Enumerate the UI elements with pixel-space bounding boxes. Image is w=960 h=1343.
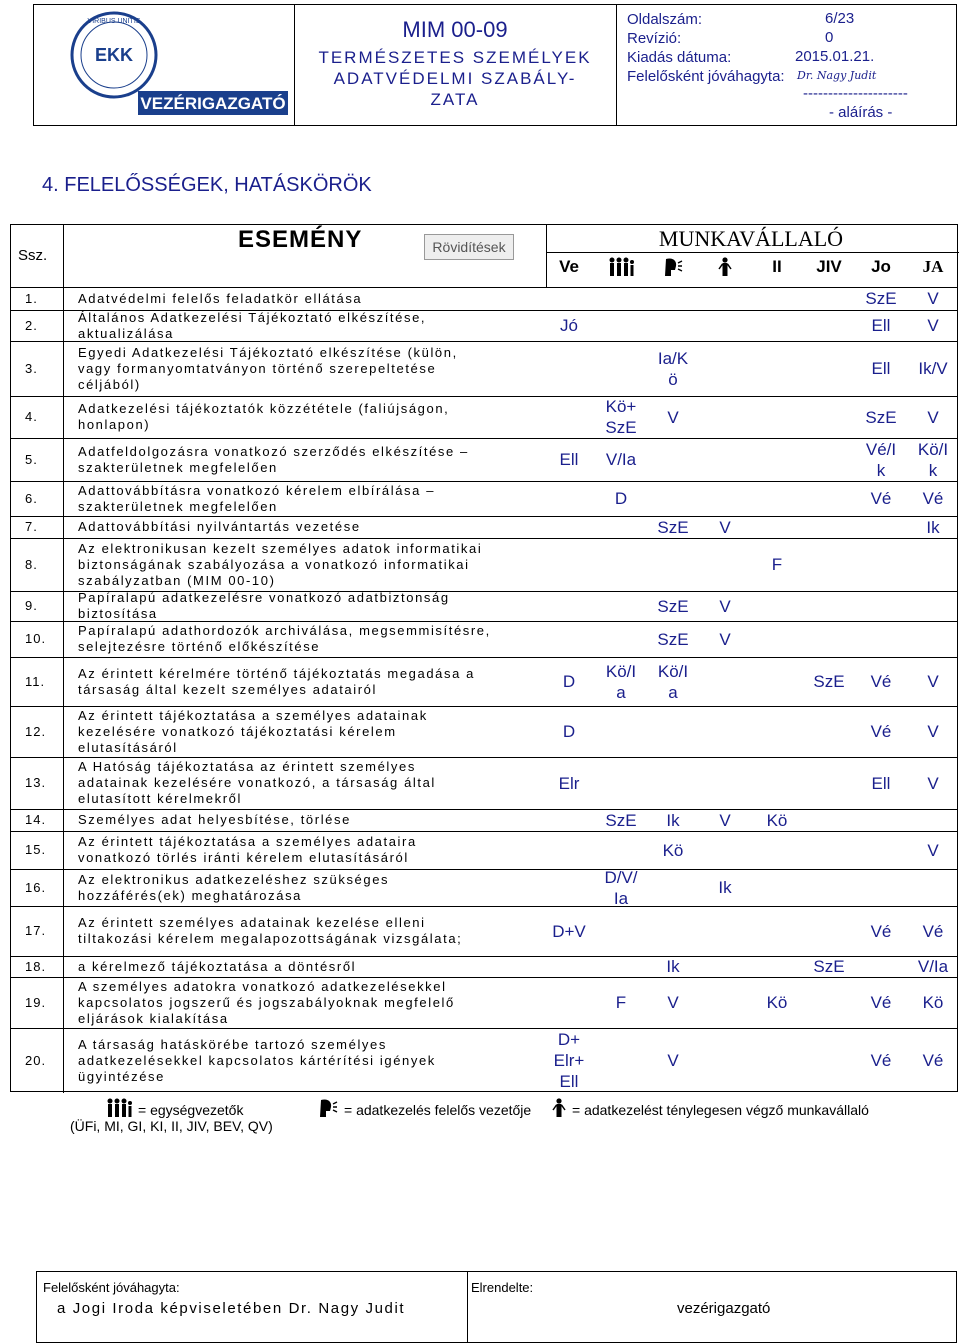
doc-title-line: ADATVÉDELMI SZABÁLY- [333, 69, 577, 88]
role-cell-line: V [927, 773, 939, 793]
role-cell-line: Vé [870, 1051, 892, 1070]
role-cell [851, 488, 911, 509]
legend-text: = adatkezelés felelős vezetője [344, 1101, 532, 1118]
sign-label: - aláírás - [829, 104, 893, 121]
role-cell-line: V/Ia [917, 957, 949, 976]
role-cell-line: V [719, 629, 731, 649]
leader-icon [318, 1098, 338, 1121]
row-number: 4. [25, 409, 38, 424]
event-text: A Hatóság tájékoztatása az érintett személyes [78, 759, 416, 774]
group-icon [595, 257, 647, 282]
legend-data-owner [318, 1098, 531, 1121]
row-divider [11, 287, 957, 288]
role-cell [903, 921, 960, 942]
event-text: eljárások kialakítása [78, 1010, 229, 1026]
role-cell [851, 315, 911, 336]
role-cell [643, 956, 703, 977]
role-cell-line: SzE [813, 672, 845, 691]
role-cell [903, 721, 960, 742]
role-cell [539, 1029, 599, 1092]
event-text: adatkezelésekkel kapcsolatos kártérítési igények [78, 1052, 436, 1068]
row-divider [11, 869, 957, 870]
event-text: vonatkozó törlés iránti kérelem elutasításáról [78, 850, 409, 865]
role-cell-line: Ell [871, 359, 891, 378]
event-text: Papíralapú adathordozók archiválása, megsemmisítésre, [78, 623, 491, 638]
role-cell [747, 554, 807, 575]
row-number: 15. [25, 842, 47, 857]
role-cell [643, 810, 703, 831]
role-cell [539, 773, 599, 794]
role-cell-line: Kö/I [917, 439, 949, 459]
col-ssz: Ssz. [18, 247, 48, 264]
role-cell [903, 840, 960, 861]
role-cell [851, 439, 911, 481]
document-header [33, 4, 957, 126]
row-divider [11, 396, 957, 397]
role-cell-line: Vé/I [865, 439, 897, 459]
event-text: szakterületnek megfelelően [78, 459, 278, 475]
role-cell-line: Elr+ [553, 1051, 585, 1070]
logo-abbr: EKK [94, 45, 134, 65]
role-cell-line: SzE [657, 596, 689, 616]
role-cell [851, 992, 911, 1013]
role-cell-line: Vé [870, 672, 892, 691]
leader-icon [647, 257, 699, 282]
role-cell-line: F [771, 555, 783, 574]
role-cell [903, 517, 960, 538]
role-cell-line: V [667, 407, 679, 427]
worker-icon [699, 257, 751, 282]
role-cell-line: ö [668, 369, 678, 389]
role-cell [747, 810, 807, 831]
role-cell [643, 596, 703, 617]
role-cell-line: V [927, 289, 939, 308]
section-title: 4. FELELŐSSÉGEK, HATÁSKÖRÖK [42, 174, 372, 196]
event-text: vagy formanyomtatványon történő szerepeltetése [78, 360, 437, 376]
doc-id: MIM 00-09 [402, 17, 508, 42]
role-cell [643, 629, 703, 650]
role-cell-line: Jó [560, 316, 578, 335]
role-cell [643, 517, 703, 538]
role-cell [643, 661, 703, 703]
role-cell [591, 992, 651, 1013]
role-cell [695, 629, 755, 650]
role-cell-line: Ia [613, 888, 629, 908]
role-cell-line: SzE [865, 407, 897, 427]
role-cell-line: Kö [662, 840, 684, 860]
role-header-7: JA [922, 257, 944, 276]
role-cell-line: Kö [922, 993, 944, 1012]
role-cell [591, 661, 651, 703]
role-cell-line: Vé [922, 489, 944, 508]
role-cell [851, 358, 911, 379]
role-cell-line: V [719, 517, 731, 537]
role-cell [591, 867, 651, 909]
role-cell [539, 671, 599, 692]
role-cell [851, 921, 911, 942]
role-cell-line: D/V/ [604, 867, 638, 887]
role-cell [903, 439, 960, 481]
role-cell [539, 315, 599, 336]
role-cell [539, 449, 599, 470]
role-cell [591, 396, 651, 438]
role-cell-line: D [614, 489, 628, 508]
role-cell-line: Ik [926, 517, 940, 537]
role-cell [539, 921, 599, 942]
role-cell-line: V [927, 840, 939, 860]
event-text: a kérelmező tájékoztatása a döntésről [78, 958, 357, 974]
role-cell-line: Kö/I [657, 661, 689, 681]
role-cell-line: F [615, 993, 627, 1012]
title-cell [294, 5, 617, 125]
col-divider [63, 225, 64, 1093]
event-text: kapcsolatos jogszerű és jogszabályoknak megfelelő [78, 994, 455, 1010]
role-cell-line: Kö [766, 810, 788, 830]
row-divider [11, 538, 957, 539]
legend-data-worker [552, 1098, 869, 1121]
role-cell [695, 596, 755, 617]
row-number: 14. [25, 812, 47, 827]
role-cell [799, 956, 859, 977]
role-cell-line: Vé [870, 993, 892, 1012]
role-cell-line: SzE [865, 289, 897, 308]
role-cell [643, 1050, 703, 1071]
row-number: 18. [25, 958, 47, 974]
row-number: 13. [25, 775, 47, 790]
row-number: 9. [25, 598, 38, 613]
role-cell [643, 992, 703, 1013]
role-cell [747, 992, 807, 1013]
legend-text: = adatkezelést ténylegesen végző munkavállaló [572, 1101, 869, 1118]
row-number: 5. [25, 451, 38, 467]
event-text: társaság által kezelt személyes adatairól [78, 681, 377, 697]
row-divider [11, 657, 957, 658]
role-cell-line: Vé [870, 921, 892, 941]
col-event: ESEMÉNY [238, 226, 363, 253]
row-divider [11, 906, 957, 907]
legend-unit-leaders-note: (ÜFi, MI, GI, KI, II, JIV, BEV, QV) [70, 1118, 273, 1134]
event-text: elutasított kérelmekről [78, 791, 242, 806]
issue-label: Kiadás dátuma: [627, 49, 732, 66]
row-number: 19. [25, 994, 47, 1010]
role-header-5: JIV [816, 257, 842, 276]
role-cell-line: k [928, 460, 938, 480]
role-cell-line: V [927, 722, 939, 741]
role-header-4: II [772, 257, 782, 276]
event-text: kezelésére vonatkozó tájékoztatási kérelem [78, 723, 397, 739]
event-text: szakterületnek megfelelően [78, 498, 278, 514]
company-logo [34, 5, 292, 123]
row-number: 11. [25, 673, 46, 689]
role-cell [903, 288, 960, 309]
role-cell-line: V/Ia [605, 450, 637, 469]
role-cell-line: Vé [922, 1051, 944, 1070]
event-text: Az érintett kérelmére történő tájékoztatás megadása a [78, 665, 475, 681]
event-text: Az érintett tájékoztatása a személyes adataira [78, 834, 417, 849]
role-cell [851, 1050, 911, 1071]
row-number: 12. [25, 723, 47, 739]
abbreviations-button[interactable]: Rövidítések [424, 234, 514, 260]
revision-value: 0 [825, 29, 834, 46]
row-number: 16. [25, 879, 47, 895]
role-cell [539, 721, 599, 742]
sign-line: --------------------- [803, 85, 908, 102]
role-cell-line: V [719, 810, 731, 830]
role-cell [591, 449, 651, 470]
worker-icon [552, 1098, 566, 1121]
event-text: aktualizálása [78, 325, 174, 341]
row-divider [11, 831, 957, 832]
event-text: A személyes adatokra vonatkozó adatkezelésekkel [78, 978, 447, 994]
footer-approved-value: a Jogi Iroda képviseletében Dr. Nagy Judit [57, 1300, 406, 1317]
row-number: 10. [25, 631, 47, 646]
row-divider [11, 516, 957, 517]
role-cell-line: SzE [813, 957, 845, 976]
role-cell [903, 1050, 960, 1071]
role-cell-line: D [562, 722, 576, 741]
role-cell [695, 810, 755, 831]
role-cell [903, 773, 960, 794]
footer-approved-label: Felelősként jóváhagyta: [43, 1280, 180, 1295]
role-cell-line: V [927, 316, 939, 335]
row-number: 6. [25, 490, 38, 506]
logo-label: VEZÉRIGAZGATÓ [140, 94, 286, 113]
role-cell [591, 810, 651, 831]
event-text: céljából) [78, 376, 141, 392]
row-number: 7. [25, 519, 38, 534]
event-text: Általános Adatkezelési Tájékoztató elkészítése, [78, 309, 427, 325]
event-text: hozzáférés(ek) meghatározása [78, 887, 303, 903]
role-cell [851, 773, 911, 794]
role-cell-line: Vé [870, 489, 892, 508]
row-number: 2. [25, 317, 38, 333]
row-number: 8. [25, 556, 38, 572]
event-text: Adatkezelési tájékoztatók közzététele (faliújságon, [78, 401, 450, 416]
footer-ordered-label: Elrendelte: [471, 1280, 534, 1295]
role-cell [799, 671, 859, 692]
role-cell-line: D+ [557, 1030, 581, 1049]
role-cell-line: SzE [605, 418, 637, 437]
role-cell-line: a [616, 682, 626, 702]
page-value: 6/23 [825, 10, 855, 27]
role-cell-line: Kö/I [605, 661, 637, 681]
event-text: Az elektronikus adatkezeléshez szükséges [78, 871, 390, 887]
role-cell-line: Ia/K [657, 348, 689, 368]
role-header-6: Jo [871, 257, 891, 276]
role-cell-line: Kö [766, 993, 788, 1012]
event-text: selejtezésre történő előkészítése [78, 639, 321, 654]
event-text: Adattovábbításra vonatkozó kérelem elbírálása – [78, 482, 436, 498]
event-text: honlapon) [78, 417, 151, 432]
footer-box [36, 1271, 957, 1343]
doc-title-line: TERMÉSZETES SZEMÉLYEK [318, 48, 592, 67]
event-text: Egyedi Adatkezelési Tájékoztató elkészítése (külön, [78, 344, 458, 360]
role-cell [903, 407, 960, 428]
role-cell-line: SzE [657, 629, 689, 649]
row-divider [11, 1028, 957, 1029]
role-cell-line: Elr [558, 773, 580, 793]
meta-cell [617, 5, 957, 125]
role-cell [851, 407, 911, 428]
row-divider [11, 757, 957, 758]
col-employee: MUNKAVÁLLALÓ [658, 226, 844, 251]
event-text: biztonságának szabályozása a vonatkozó informatikai [78, 556, 470, 572]
event-text: biztosítása [78, 606, 158, 621]
revision-label: Revízió: [627, 30, 682, 47]
signature: Dr. Nagy Judit [797, 69, 877, 82]
role-cell [643, 840, 703, 861]
role-cell [591, 488, 651, 509]
role-cell [695, 877, 755, 898]
row-number: 3. [25, 360, 38, 376]
role-cell [903, 671, 960, 692]
role-cell-line: Ell [871, 316, 891, 335]
role-cell [851, 671, 911, 692]
role-cell-line: Ell [871, 773, 891, 793]
role-cell [643, 348, 703, 390]
event-text: A társaság hatáskörébe tartozó személyes [78, 1036, 387, 1052]
event-text: adatainak kezelésére vonatkozó, a társaság által [78, 775, 436, 790]
role-cell-line: V [667, 1051, 679, 1070]
role-cell-line: V [927, 407, 939, 427]
row-divider [11, 438, 957, 439]
event-text: Adatvédelmi felelős feladatkör ellátása [78, 290, 363, 306]
role-cell-line: D+V [552, 921, 586, 941]
role-cell-line: V [719, 596, 731, 616]
doc-title [294, 47, 616, 110]
role-cell-line: SzE [657, 517, 689, 537]
role-cell-line: Kö+ [605, 397, 637, 416]
responsibility-table [10, 224, 958, 1092]
row-number: 17. [25, 923, 47, 938]
event-text: Adatfeldolgozásra vonatkozó szerződés elkészítése – [78, 443, 469, 459]
logo-ring-text: VIRIBUS UNITIS [87, 18, 141, 25]
legend [0, 1096, 960, 1136]
role-cell [903, 992, 960, 1013]
role-cell-line: V [667, 993, 679, 1012]
role-cell [851, 721, 911, 742]
footer-ordered-value: vezérigazgató [677, 1300, 771, 1317]
event-text: szabályzatban (MIM 00-10) [78, 572, 276, 588]
role-cell-line: Ik [718, 878, 732, 897]
role-cell-line: Ell [559, 1072, 579, 1091]
role-cell [695, 517, 755, 538]
row-divider [11, 809, 957, 810]
event-text: tiltakozási kérelem megalapozottságának vizsgálata; [78, 931, 463, 946]
event-text: Adattovábbítási nyilvántartás vezetése [78, 519, 361, 534]
issue-value: 2015.01.21. [795, 48, 875, 65]
role-cell-line: Ik [666, 957, 680, 976]
event-text: elutasításáról [78, 739, 178, 755]
role-cell-line: SzE [605, 810, 637, 830]
role-header-0: Ve [559, 257, 579, 276]
role-cell [903, 315, 960, 336]
event-text: Személyes adat helyesbítése, törlése [78, 812, 351, 827]
role-cell-line: Ik/V [918, 359, 948, 378]
event-text: ügyintézése [78, 1068, 165, 1084]
role-cell-line: Vé [870, 722, 892, 741]
role-cell [851, 288, 911, 309]
doc-title-line: ZATA [430, 90, 480, 109]
row-number: 1. [25, 290, 38, 306]
approved-label: Felelősként jóváhagyta: [627, 68, 785, 85]
page-label: Oldalszám: [627, 11, 703, 28]
role-cell [903, 488, 960, 509]
event-text: Az elektronikusan kezelt személyes adatok informatikai [78, 540, 483, 556]
event-text: Papíralapú adatkezelésre vonatkozó adatbiztonság [78, 590, 450, 605]
role-cell-line: D [562, 672, 576, 691]
role-cell [643, 407, 703, 428]
legend-text: = egységvezetők [138, 1101, 244, 1118]
event-text: Az érintett tájékoztatása a személyes adatainak [78, 707, 428, 723]
role-cell-line: k [876, 460, 886, 480]
role-cell [903, 956, 960, 977]
role-cell-line: a [668, 682, 678, 702]
role-cell-line: Ell [559, 450, 579, 469]
role-cell-line: Ik [666, 810, 680, 830]
event-text: Az érintett személyes adatainak kezelése elleni [78, 915, 426, 930]
role-cell-line: Vé [922, 921, 944, 941]
row-divider [546, 252, 959, 253]
role-cell [903, 358, 960, 379]
logo-cell [34, 5, 295, 125]
role-cell-line: V [927, 672, 939, 691]
row-number: 20. [25, 1052, 47, 1068]
